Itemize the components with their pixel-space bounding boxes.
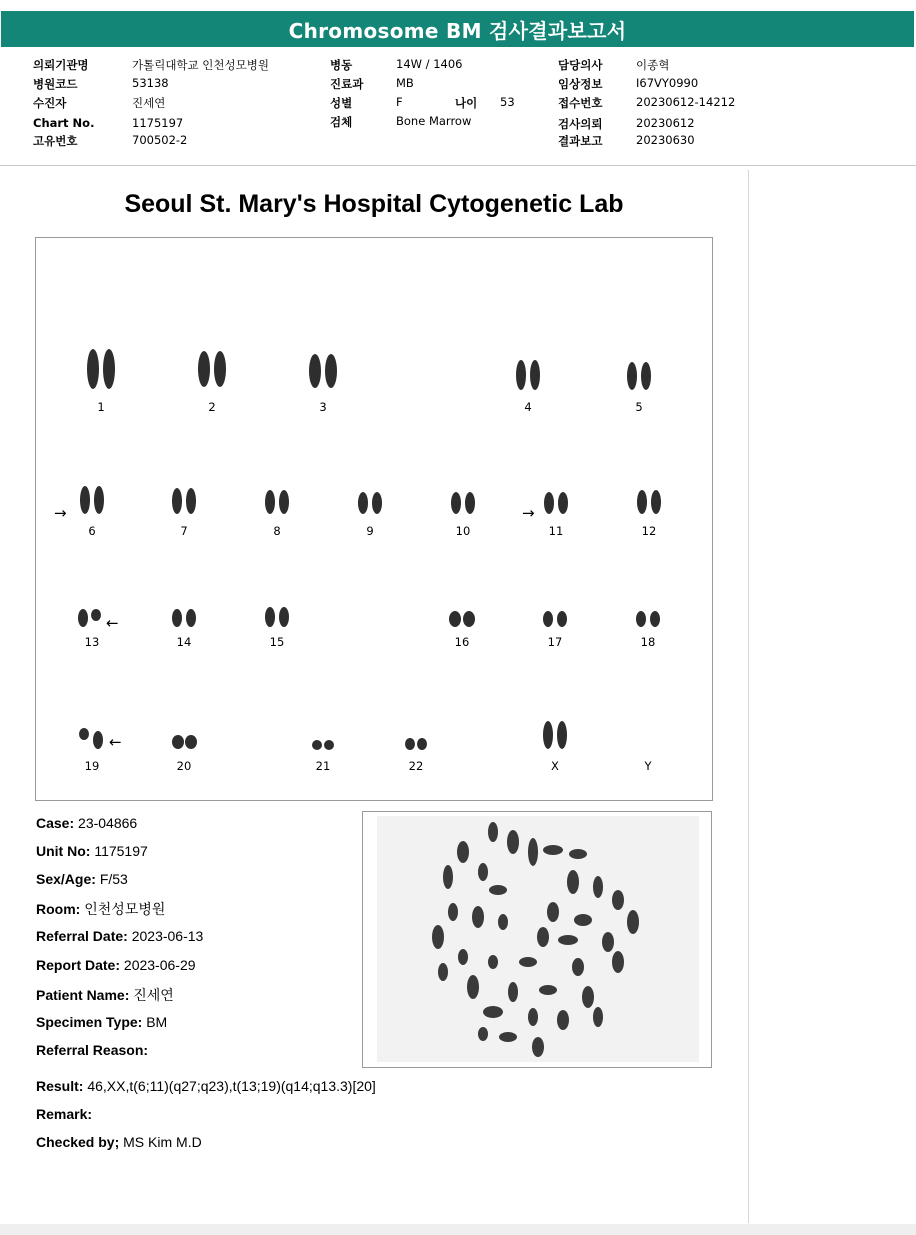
sex-age-label: Sex/Age: [36,871,96,887]
chromosome-21-label: 21 [315,759,331,773]
chromosome-9-label: 9 [366,524,374,538]
arrow-right-icon: → [54,504,67,522]
chromosome-20-label: 20 [176,759,192,773]
karyogram [35,237,713,801]
metaphase-image [362,811,712,1068]
chromosome-x [515,717,595,787]
chromosome-18 [608,593,688,663]
ward-label: 병동 [330,58,353,72]
chromosome-8 [237,474,317,544]
department-value: MB [396,76,414,90]
request-date-label: 검사의뢰 [558,117,603,131]
chromosome-pair-x-image [515,717,595,757]
chromosome-16 [422,593,502,663]
unique-id-label: 고유번호 [33,134,78,148]
chromosome-2 [172,345,252,415]
chromosome-pair-5-image [599,345,679,397]
department-label: 진료과 [330,77,364,91]
report-date-value: 2023-06-29 [123,957,196,973]
referral-date-value: 2023-06-13 [131,928,204,944]
chromosome-17-label: 17 [547,635,563,649]
chromosome-pair-3-image [283,345,363,397]
arrow-right-icon: → [522,504,535,522]
sex-age-row [36,871,128,887]
receipt-no-label: 접수번호 [558,96,603,110]
chromosome-pair-18-image [608,593,688,633]
age-value: 53 [500,95,515,109]
result-label: Result: [36,1078,84,1094]
chromosome-10-label: 10 [455,524,471,538]
chart-no-value: 1175197 [132,116,184,130]
chromosome-5-label: 5 [635,400,643,414]
chromosome-1-label: 1 [97,400,105,414]
patient-name-row [36,985,174,1005]
unit-no-value: 1175197 [94,843,148,859]
chromosome-5 [599,345,679,415]
room-row [36,899,165,919]
chromosome-pair-4-image [488,345,568,397]
referral-date-row [36,928,203,944]
requesting-institution-value: 가톨릭대학교 인천성모병원 [132,58,269,72]
chromosome-20 [144,717,224,787]
chromosome-12 [609,474,689,544]
chromosome-pair-13-image [52,593,132,633]
remark-label: Remark: [36,1106,93,1122]
patient-name-value: 진세연 [133,987,174,1003]
clinical-info-label: 임상정보 [558,77,603,91]
checked-by-row [36,1134,202,1150]
chromosome-pair-17-image [515,593,595,633]
referral-reason-label: Referral Reason: [36,1042,149,1058]
chromosome-pair-16-image [422,593,502,633]
unit-no-row [36,843,148,859]
case-row [36,815,137,831]
arrow-left-icon: ← [109,733,122,751]
chromosome-9 [330,474,410,544]
chromosome-2-label: 2 [208,400,216,414]
chromosome-pair-15-image [237,593,317,633]
arrow-left-icon: ← [106,614,119,632]
lab-title: Seoul St. Mary's Hospital Cytogenetic Lab [124,190,624,218]
patient-value: 진세연 [132,96,166,110]
chromosome-15-label: 15 [269,635,285,649]
specimen-value: Bone Marrow [396,114,472,128]
sex-age-value: F/53 [99,871,128,887]
unit-no-label: Unit No: [36,843,91,859]
chromosome-14 [144,593,224,663]
unique-id-value: 700502-2 [132,133,188,147]
result-row [36,1078,376,1094]
chromosome-19-label: 19 [84,759,100,773]
physician-value: 이종혁 [636,58,670,72]
specimen-type-row [36,1014,167,1030]
chromosome-13-label: 13 [84,635,100,649]
chromosome-22-label: 22 [408,759,424,773]
chromosome-8-label: 8 [273,524,281,538]
checked-by-value: MS Kim M.D [123,1134,202,1150]
hospital-code-value: 53138 [132,76,169,90]
clinical-info-value: I67VY0990 [636,76,699,90]
chromosome-17 [515,593,595,663]
requesting-institution-label: 의뢰기관명 [33,58,89,72]
case-value: 23-04866 [78,815,138,831]
bottom-strip [0,1224,916,1235]
chromosome-y [608,717,688,787]
sex-label: 성별 [330,96,353,110]
referral-reason-row [36,1042,148,1058]
header-divider [0,165,916,166]
chromosome-22 [376,717,456,787]
chromosome-7 [144,474,224,544]
hospital-code-label: 병원코드 [33,77,78,91]
report-date-row [36,957,196,973]
chromosome-pair-9-image [330,474,410,522]
chromosome-pair-20-image [144,717,224,757]
metaphase-spread-graphic [363,812,711,1067]
chart-no-label: Chart No. [33,116,95,130]
result-report-value: 20230630 [636,133,695,147]
specimen-label: 검체 [330,115,353,129]
chromosome-7-label: 7 [180,524,188,538]
receipt-no-value: 20230612-14212 [636,95,736,109]
room-value: 인천성모병원 [84,901,166,917]
chromosome-6-label: 6 [88,524,96,538]
chromosome-3-label: 3 [319,400,327,414]
chromosome-pair-14-image [144,593,224,633]
chromosome-4 [488,345,568,415]
chromosome-15 [237,593,317,663]
chromosome-13 [52,593,132,663]
chromosome-pair-7-image [144,474,224,522]
report-title: Chromosome BM 검사결과보고서 [1,11,914,47]
request-date-value: 20230612 [636,116,695,130]
chromosome-y-label: Y [644,759,652,773]
chromosome-pair-10-image [423,474,503,522]
chromosome-pair-8-image [237,474,317,522]
chromosome-3 [283,345,363,415]
chromosome-pair-2-image [172,345,252,397]
chromosome-12-label: 12 [641,524,657,538]
report-date-label: Report Date: [36,957,121,973]
chromosome-10 [423,474,503,544]
sex-value: F [396,95,403,109]
chromosome-x-label: X [551,759,559,773]
ward-value: 14W / 1406 [396,57,463,71]
specimen-type-value: BM [146,1014,168,1030]
referral-date-label: Referral Date: [36,928,128,944]
physician-label: 담당의사 [558,58,603,72]
chromosome-pair-1-image [61,345,141,397]
patient-name-label: Patient Name: [36,987,130,1003]
chromosome-pair-12-image [609,474,689,522]
chromosome-14-label: 14 [176,635,192,649]
chromosome-11-label: 11 [548,524,564,538]
room-label: Room: [36,901,81,917]
chromosome-4-label: 4 [524,400,532,414]
chromosome-21 [283,717,363,787]
chromosome-18-label: 18 [640,635,656,649]
specimen-type-label: Specimen Type: [36,1014,143,1030]
patient-label: 수진자 [33,96,67,110]
chromosome-19 [52,717,132,787]
case-label: Case: [36,815,75,831]
chromosome-1 [61,345,141,415]
chromosome-pair-21-image [283,717,363,757]
chromosome-pair-22-image [376,717,456,757]
result-report-label: 결과보고 [558,134,603,148]
result-value: 46,XX,t(6;11)(q27;q23),t(13;19)(q14;q13.3)[20] [87,1078,376,1094]
checked-by-label: Checked by; [36,1134,120,1150]
remark-row [36,1106,92,1122]
age-label: 나이 [455,96,478,110]
chromosome-16-label: 16 [454,635,470,649]
